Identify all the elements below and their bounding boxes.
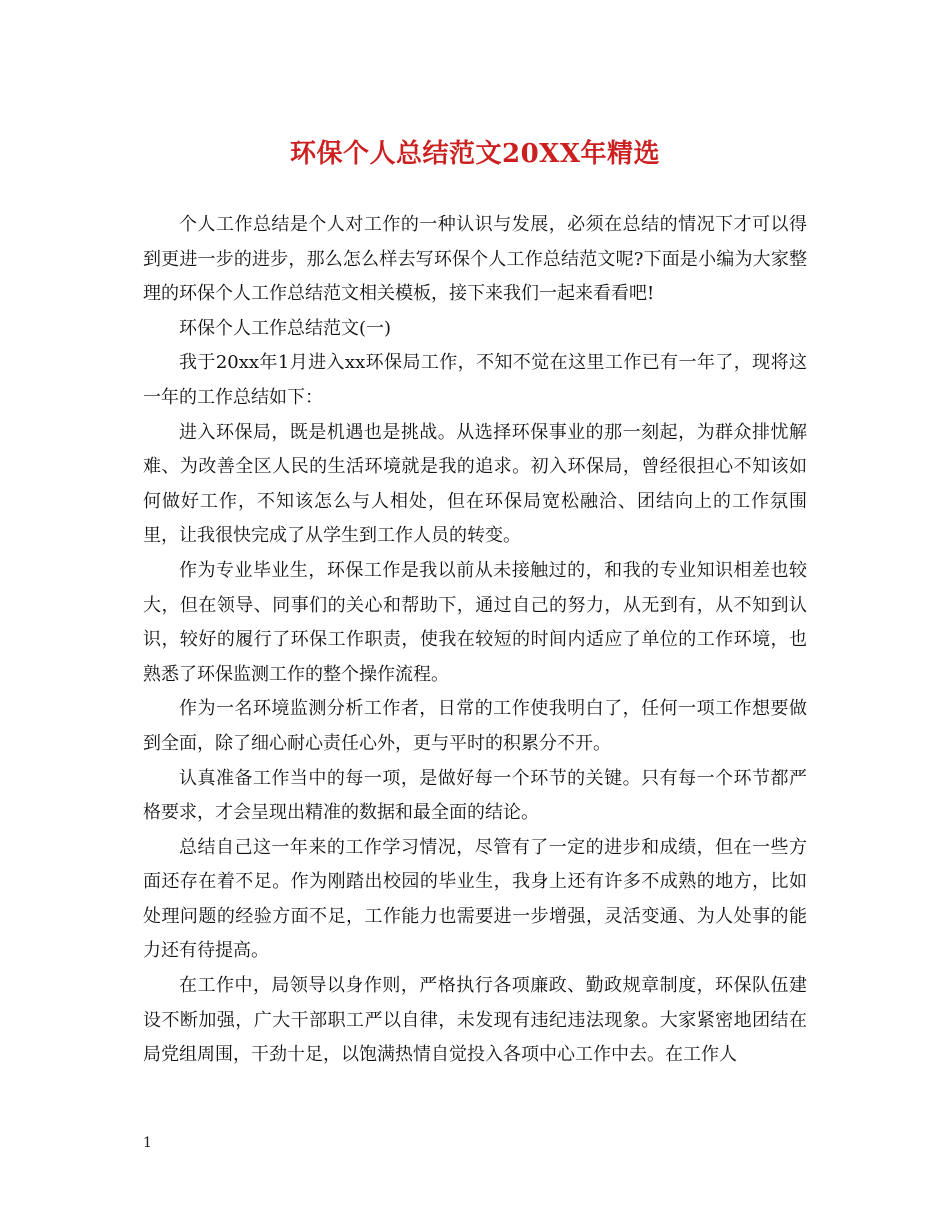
page-number: 1 xyxy=(143,1135,152,1151)
paragraph: 在工作中，局领导以身作则，严格执行各项廉政、勤政规章制度，环保队伍建设不断加强，广大干部职工严以自律，未发现有违纪违法现象。大家紧密地团结在局党组周围，干劲十足，以饱满热情自觉投入各项中心工作中去。在工作人 xyxy=(143,975,807,1066)
paragraph: 总结自己这一年来的工作学习情况，尽管有了一定的进步和成绩，但在一些方面还存在着不足。作为刚踏出校园的毕业生，我身上还有许多不成熟的地方，比如处理问题的经验方面不足，工作能力也需要进一步增强，灵活变通、为人处事的能力还有待提高。 xyxy=(143,836,807,962)
page-title: 环保个人总结范文20XX年精选 xyxy=(289,139,661,169)
paragraph: 进入环保局，既是机遇也是挑战。从选择环保事业的那一刻起，为群众排忧解难、为改善全区人民的生活环境就是我的追求。初入环保局，曾经很担心不知该如何做好工作，不知该怎么与人相处，但在环保局宽松融洽、团结向上的工作氛围里，让我很快完成了从学生到工作人员的转变。 xyxy=(143,421,807,547)
document-body xyxy=(143,208,807,1073)
paragraph-section-heading: 环保个人工作总结范文(一) xyxy=(179,317,392,339)
paragraph: 认真准备工作当中的每一项，是做好每一个环节的关键。只有每一个环节都严格要求，才会呈现出精准的数据和最全面的结论。 xyxy=(143,767,807,824)
paragraph: 作为一名环境监测分析工作者，日常的工作使我明白了，任何一项工作想要做到全面，除了细心耐心责任心外，更与平时的积累分不开。 xyxy=(143,698,807,754)
paragraph: 作为专业毕业生，环保工作是我以前从未接触过的，和我的专业知识相差也较大，但在领导、同事们的关心和帮助下，通过自己的努力，从无到有，从不知到认识，较好的履行了环保工作职责，使我在较短的时间内适应了单位的工作环境，也熟悉了环保监测工作的整个操作流程。 xyxy=(143,559,807,685)
paragraph: 我于20xx年1月进入xx环保局工作，不知不觉在这里工作已有一年了，现将这一年的工作总结如下： xyxy=(143,352,807,408)
paragraph-intro: 个人工作总结是个人对工作的一种认识与发展，必须在总结的情况下才可以得到更进一步的进步，那么怎么样去写环保个人工作总结范文呢?下面是小编为大家整理的环保个人工作总结范文相关模板，接下来我们一起来看看吧! xyxy=(143,214,807,305)
